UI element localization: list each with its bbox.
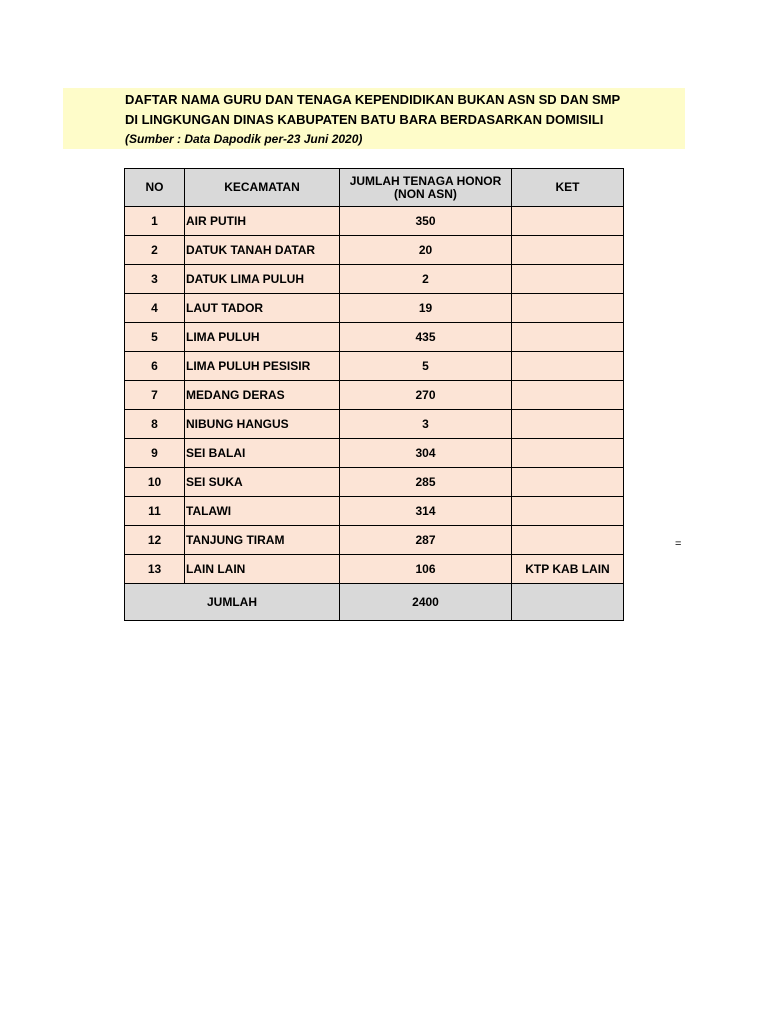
cell-no: 9 [125, 439, 185, 468]
cell-kecamatan: TALAWI [185, 497, 340, 526]
cell-no: 12 [125, 526, 185, 555]
cell-ket [512, 497, 624, 526]
table-row [125, 439, 624, 468]
cell-ket [512, 265, 624, 294]
cell-ket [512, 352, 624, 381]
stray-equals-mark: = [675, 538, 682, 550]
cell-no: 11 [125, 497, 185, 526]
title-line-1: DAFTAR NAMA GURU DAN TENAGA KEPENDIDIKAN BUKAN ASN SD DAN SMP [125, 92, 621, 107]
table-row [125, 294, 624, 323]
cell-jumlah: 19 [340, 294, 512, 323]
table-row [125, 236, 624, 265]
cell-jumlah: 106 [340, 555, 512, 584]
cell-jumlah: 350 [340, 207, 512, 236]
column-header-ket: KET [512, 169, 624, 207]
table-row [125, 410, 624, 439]
cell-kecamatan: DATUK TANAH DATAR [185, 236, 340, 265]
cell-no: 8 [125, 410, 185, 439]
column-header-jumlah-line2: (NON ASN) [394, 186, 457, 201]
cell-jumlah: 314 [340, 497, 512, 526]
cell-no: 5 [125, 323, 185, 352]
column-header-kecamatan: KECAMATAN [185, 169, 340, 207]
cell-jumlah: 20 [340, 236, 512, 265]
column-header-jumlah-line1: JUMLAH TENAGA HONOR [349, 173, 502, 188]
source-note: (Sumber : Data Dapodik per-23 Juni 2020) [125, 132, 363, 146]
cell-ket [512, 526, 624, 555]
cell-jumlah: 2 [340, 265, 512, 294]
table-header-row [125, 169, 624, 207]
cell-jumlah: 5 [340, 352, 512, 381]
cell-jumlah: 3 [340, 410, 512, 439]
cell-jumlah: 285 [340, 468, 512, 497]
table-row [125, 468, 624, 497]
cell-ket [512, 439, 624, 468]
cell-no: 7 [125, 381, 185, 410]
table-row [125, 381, 624, 410]
cell-no: 3 [125, 265, 185, 294]
cell-ket [512, 410, 624, 439]
total-row [125, 584, 624, 621]
cell-no: 4 [125, 294, 185, 323]
teacher-count-table [124, 168, 624, 621]
cell-no: 6 [125, 352, 185, 381]
cell-jumlah: 270 [340, 381, 512, 410]
cell-jumlah: 435 [340, 323, 512, 352]
cell-no: 13 [125, 555, 185, 584]
cell-jumlah: 304 [340, 439, 512, 468]
total-label: JUMLAH [125, 584, 340, 621]
cell-ket [512, 468, 624, 497]
cell-kecamatan: TANJUNG TIRAM [185, 526, 340, 555]
cell-ket [512, 381, 624, 410]
cell-kecamatan: SEI BALAI [185, 439, 340, 468]
table-row [125, 352, 624, 381]
table-row [125, 265, 624, 294]
total-value: 2400 [340, 584, 512, 621]
cell-kecamatan: NIBUNG HANGUS [185, 410, 340, 439]
cell-ket: KTP KAB LAIN [512, 555, 624, 584]
table-row [125, 555, 624, 584]
cell-ket [512, 207, 624, 236]
table-row [125, 497, 624, 526]
cell-ket [512, 294, 624, 323]
cell-kecamatan: MEDANG DERAS [185, 381, 340, 410]
cell-kecamatan: LIMA PULUH [185, 323, 340, 352]
cell-kecamatan: LIMA PULUH PESISIR [185, 352, 340, 381]
cell-kecamatan: DATUK LIMA PULUH [185, 265, 340, 294]
table-row [125, 526, 624, 555]
document-header [125, 90, 685, 148]
cell-kecamatan: LAUT TADOR [185, 294, 340, 323]
table-row [125, 207, 624, 236]
cell-no: 10 [125, 468, 185, 497]
cell-jumlah: 287 [340, 526, 512, 555]
cell-ket [512, 236, 624, 265]
cell-ket [512, 323, 624, 352]
cell-kecamatan: AIR PUTIH [185, 207, 340, 236]
cell-no: 1 [125, 207, 185, 236]
title-line-2: DI LINGKUNGAN DINAS KABUPATEN BATU BARA BERDASARKAN DOMISILI [125, 112, 604, 127]
table-row [125, 323, 624, 352]
cell-no: 2 [125, 236, 185, 265]
total-ket [512, 584, 624, 621]
cell-kecamatan: LAIN LAIN [185, 555, 340, 584]
column-header-jumlah [340, 169, 512, 207]
cell-kecamatan: SEI SUKA [185, 468, 340, 497]
column-header-no: NO [125, 169, 185, 207]
